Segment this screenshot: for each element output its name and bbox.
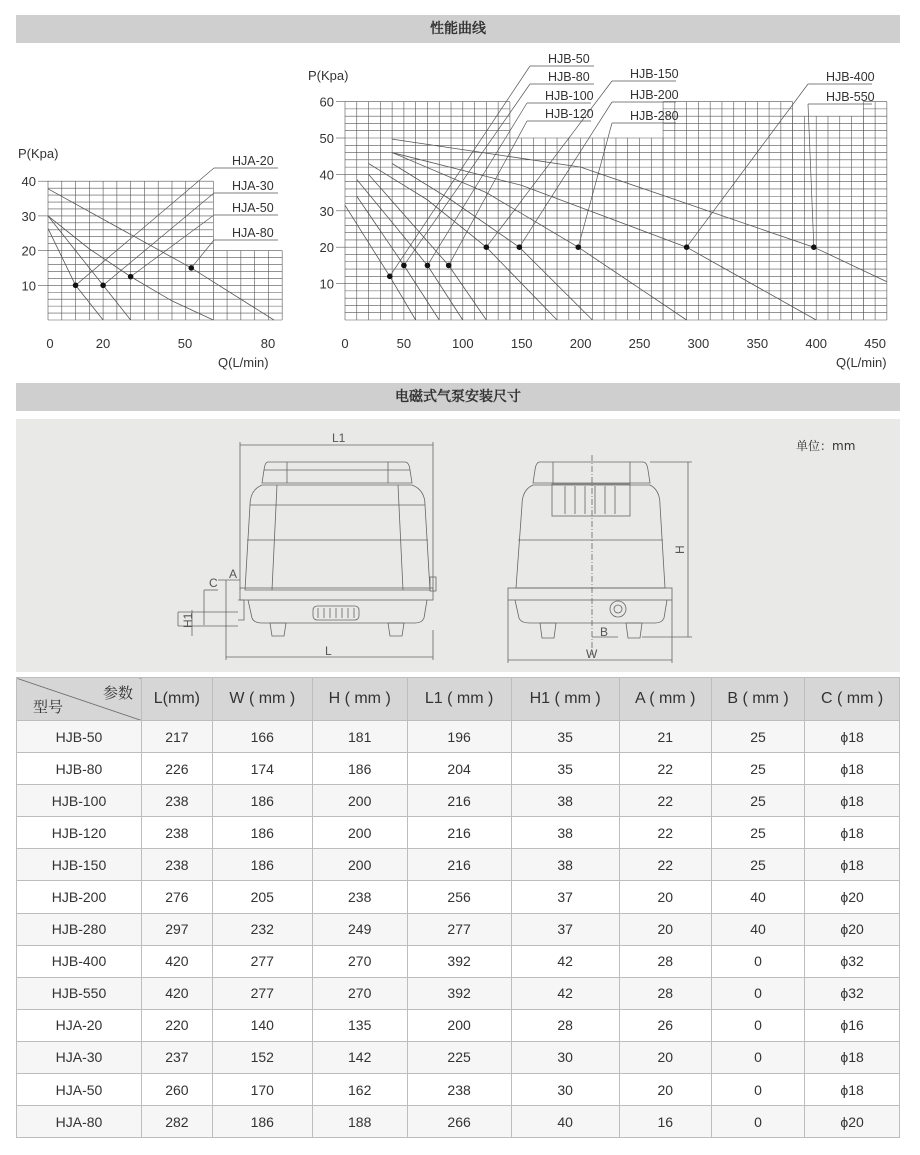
dim-L1: L1	[332, 431, 346, 445]
value-cell: 0	[711, 945, 804, 977]
x-tick-label: 20	[95, 336, 111, 351]
rated-point-hjb-150	[484, 244, 490, 250]
dim-H1: H1	[181, 612, 195, 628]
value-cell: 20	[619, 913, 711, 945]
installation-dimensions-header: 电磁式气泵安装尺寸	[16, 383, 900, 411]
rated-point-hja-20	[73, 283, 79, 289]
value-cell: 28	[619, 977, 711, 1009]
value-cell: 170	[212, 1074, 312, 1106]
value-cell: 0	[711, 1041, 804, 1073]
model-cell: HJB-400	[17, 945, 142, 977]
value-cell: 420	[142, 977, 213, 1009]
model-cell: HJB-100	[17, 785, 142, 817]
value-cell: 266	[407, 1106, 511, 1138]
corner-params-label: 参数	[102, 684, 133, 702]
leader-line	[808, 104, 814, 247]
y-tick-label: 40	[21, 174, 36, 190]
value-cell: 186	[312, 753, 407, 785]
value-cell: ϕ32	[805, 945, 900, 977]
value-cell: 16	[619, 1106, 711, 1138]
value-cell: 249	[312, 913, 407, 945]
dim-C: C	[209, 576, 218, 590]
rated-point-hjb-80	[401, 263, 407, 269]
value-cell: 25	[711, 849, 804, 881]
value-cell: 217	[142, 721, 213, 753]
value-cell: 188	[312, 1106, 407, 1138]
value-cell: 277	[212, 945, 312, 977]
table-row	[17, 913, 900, 945]
value-cell: 226	[142, 753, 213, 785]
value-cell: 297	[142, 913, 213, 945]
value-cell: 25	[711, 785, 804, 817]
dim-W: W	[586, 647, 598, 661]
rated-point-hja-80	[188, 265, 194, 271]
value-cell: ϕ20	[805, 881, 900, 913]
y-tick-label: 40	[319, 167, 334, 183]
value-cell: 25	[711, 753, 804, 785]
value-cell: 40	[711, 913, 804, 945]
value-cell: 20	[619, 1074, 711, 1106]
rated-point-hjb-100	[425, 263, 431, 269]
corner-model-label: 型号	[33, 698, 64, 716]
value-cell: 35	[511, 753, 619, 785]
value-cell: 238	[312, 881, 407, 913]
x-tick-label: 300	[687, 336, 710, 351]
leader-line	[486, 81, 612, 247]
value-cell: 162	[312, 1074, 407, 1106]
table-row	[17, 849, 900, 881]
series-label: HJB-550	[826, 90, 875, 104]
value-cell: 0	[711, 1009, 804, 1041]
table-header-row	[17, 678, 900, 721]
table-row	[17, 1106, 900, 1138]
leader-line	[578, 123, 612, 247]
model-cell: HJB-50	[17, 721, 142, 753]
value-cell: 152	[212, 1041, 312, 1073]
value-cell: 282	[142, 1106, 213, 1138]
x-tick-label: 0	[46, 336, 54, 351]
value-cell: 392	[407, 977, 511, 1009]
series-label: HJB-100	[545, 89, 594, 103]
value-cell: 38	[511, 817, 619, 849]
y-tick-label: 10	[21, 278, 36, 294]
value-cell: 186	[212, 817, 312, 849]
side-view	[178, 442, 436, 660]
value-cell: 166	[212, 721, 312, 753]
value-cell: 35	[511, 721, 619, 753]
value-cell: 140	[212, 1009, 312, 1041]
value-cell: 42	[511, 977, 619, 1009]
value-cell: 21	[619, 721, 711, 753]
value-cell: ϕ18	[805, 721, 900, 753]
value-cell: ϕ18	[805, 753, 900, 785]
value-cell: 238	[142, 817, 213, 849]
x-tick-label: 250	[628, 336, 651, 351]
table-row	[17, 977, 900, 1009]
value-cell: 238	[142, 849, 213, 881]
rated-point-hjb-50	[387, 274, 393, 280]
value-cell: 186	[212, 1106, 312, 1138]
value-cell: 186	[212, 849, 312, 881]
x-tick-label: 150	[510, 336, 533, 351]
y-tick-label: 20	[21, 243, 36, 259]
value-cell: 277	[407, 913, 511, 945]
value-cell: 237	[142, 1041, 213, 1073]
rated-point-hjb-120	[446, 263, 452, 269]
performance-charts	[0, 0, 920, 380]
series-label: HJA-80	[232, 226, 274, 240]
value-cell: 238	[142, 785, 213, 817]
model-cell: HJA-20	[17, 1009, 142, 1041]
value-cell: 392	[407, 945, 511, 977]
value-cell: 142	[312, 1041, 407, 1073]
x-tick-label: 350	[746, 336, 769, 351]
table-row	[17, 753, 900, 785]
corner-header	[17, 678, 142, 721]
model-cell: HJB-120	[17, 817, 142, 849]
value-cell: ϕ18	[805, 849, 900, 881]
value-cell: 420	[142, 945, 213, 977]
value-cell: ϕ18	[805, 785, 900, 817]
value-cell: 22	[619, 753, 711, 785]
unit-label: 单位：mm	[796, 439, 856, 453]
series-label: HJB-80	[548, 70, 590, 84]
x-tick-label: 50	[396, 336, 412, 351]
leader-line	[687, 84, 808, 247]
table-row	[17, 817, 900, 849]
table-row	[17, 945, 900, 977]
rated-point-hjb-400	[684, 244, 690, 250]
x-tick-label: 0	[341, 336, 349, 351]
value-cell: 216	[407, 817, 511, 849]
x-tick-label: 400	[805, 336, 828, 351]
value-cell: 186	[212, 785, 312, 817]
series-label: HJA-30	[232, 179, 274, 193]
dim-L: L	[325, 644, 332, 658]
value-cell: 38	[511, 849, 619, 881]
column-header: W ( mm )	[212, 678, 312, 721]
value-cell: 216	[407, 849, 511, 881]
value-cell: 200	[312, 817, 407, 849]
value-cell: 22	[619, 817, 711, 849]
model-cell: HJA-50	[17, 1074, 142, 1106]
value-cell: 181	[312, 721, 407, 753]
y-tick-label: 60	[319, 94, 334, 110]
value-cell: 216	[407, 785, 511, 817]
value-cell: ϕ18	[805, 1074, 900, 1106]
series-label: HJB-400	[826, 70, 875, 84]
value-cell: 38	[511, 785, 619, 817]
performance-curves-header: 性能曲线	[16, 15, 900, 43]
series-label: HJB-280	[630, 109, 679, 123]
leader-line	[191, 240, 214, 268]
table-row	[17, 881, 900, 913]
x-tick-label: 50	[177, 336, 193, 351]
model-cell: HJB-80	[17, 753, 142, 785]
rated-point-hjb-200	[517, 244, 523, 250]
value-cell: 0	[711, 977, 804, 1009]
value-cell: 40	[511, 1106, 619, 1138]
model-cell: HJB-550	[17, 977, 142, 1009]
value-cell: 200	[407, 1009, 511, 1041]
series-label: HJB-120	[545, 107, 594, 121]
value-cell: 42	[511, 945, 619, 977]
curve-hjb-280	[392, 153, 687, 320]
x-tick-label: 100	[451, 336, 474, 351]
table-row	[17, 1074, 900, 1106]
value-cell: 200	[312, 849, 407, 881]
column-header: L(mm)	[142, 678, 213, 721]
x-axis-label: Q(L/min)	[218, 355, 269, 370]
column-header: B ( mm )	[711, 678, 804, 721]
x-tick-label: 450	[864, 336, 886, 351]
rated-point-hja-30	[100, 283, 106, 289]
series-label: HJA-50	[232, 201, 274, 215]
value-cell: 135	[312, 1009, 407, 1041]
series-label: HJB-150	[630, 67, 679, 81]
value-cell: ϕ32	[805, 977, 900, 1009]
model-cell: HJB-150	[17, 849, 142, 881]
value-cell: 260	[142, 1074, 213, 1106]
dimensions-table	[16, 677, 900, 1138]
value-cell: 40	[711, 881, 804, 913]
model-cell: HJA-30	[17, 1041, 142, 1073]
y-tick-label: 20	[319, 240, 334, 256]
value-cell: 37	[511, 881, 619, 913]
value-cell: ϕ16	[805, 1009, 900, 1041]
value-cell: 25	[711, 721, 804, 753]
dim-A: A	[229, 567, 238, 581]
table-row	[17, 721, 900, 753]
column-header: L1 ( mm )	[407, 678, 511, 721]
y-tick-label: 50	[319, 131, 334, 146]
value-cell: 25	[711, 817, 804, 849]
value-cell: 238	[407, 1074, 511, 1106]
table-row	[17, 1009, 900, 1041]
curve-hjb-80	[357, 196, 439, 320]
series-label: HJB-50	[548, 52, 590, 66]
value-cell: 232	[212, 913, 312, 945]
y-tick-label: 30	[21, 208, 36, 224]
leader-line	[131, 215, 214, 277]
table-row	[17, 785, 900, 817]
value-cell: ϕ18	[805, 817, 900, 849]
value-cell: 276	[142, 881, 213, 913]
value-cell: 196	[407, 721, 511, 753]
column-header: A ( mm )	[619, 678, 711, 721]
value-cell: 270	[312, 977, 407, 1009]
column-header: H ( mm )	[312, 678, 407, 721]
rated-point-hja-50	[128, 274, 134, 280]
value-cell: 205	[212, 881, 312, 913]
value-cell: 220	[142, 1009, 213, 1041]
x-tick-label: 80	[260, 336, 276, 351]
value-cell: 20	[619, 1041, 711, 1073]
dim-B: B	[600, 625, 609, 639]
value-cell: ϕ20	[805, 913, 900, 945]
value-cell: 200	[312, 785, 407, 817]
column-header: C ( mm )	[805, 678, 900, 721]
value-cell: 270	[312, 945, 407, 977]
rated-point-hjb-550	[811, 244, 817, 250]
value-cell: 225	[407, 1041, 511, 1073]
dimension-drawing-panel	[16, 419, 900, 672]
y-axis-label: P(Kpa)	[18, 146, 59, 161]
y-axis-label: P(Kpa)	[308, 68, 349, 83]
model-cell: HJA-80	[17, 1106, 142, 1138]
value-cell: 22	[619, 785, 711, 817]
curve-hjb-200	[392, 163, 592, 320]
value-cell: ϕ20	[805, 1106, 900, 1138]
value-cell: 37	[511, 913, 619, 945]
value-cell: 20	[619, 881, 711, 913]
leader-line	[427, 103, 527, 265]
series-label: HJB-200	[630, 88, 679, 102]
value-cell: 0	[711, 1074, 804, 1106]
column-header: H1 ( mm )	[511, 678, 619, 721]
x-tick-label: 200	[569, 336, 592, 351]
value-cell: 28	[619, 945, 711, 977]
series-label: HJA-20	[232, 154, 274, 168]
model-cell: HJB-280	[17, 913, 142, 945]
value-cell: 256	[407, 881, 511, 913]
table-row	[17, 1041, 900, 1073]
value-cell: 277	[212, 977, 312, 1009]
value-cell: 0	[711, 1106, 804, 1138]
y-tick-label: 30	[319, 203, 334, 219]
value-cell: 28	[511, 1009, 619, 1041]
x-axis-label: Q(L/min)	[836, 355, 887, 370]
value-cell: 204	[407, 753, 511, 785]
value-cell: 174	[212, 753, 312, 785]
value-cell: 30	[511, 1041, 619, 1073]
model-cell: HJB-200	[17, 881, 142, 913]
y-tick-label: 10	[319, 276, 334, 292]
value-cell: ϕ18	[805, 1041, 900, 1073]
dim-H: H	[673, 545, 687, 554]
value-cell: 30	[511, 1074, 619, 1106]
rated-point-hjb-280	[575, 244, 581, 250]
value-cell: 26	[619, 1009, 711, 1041]
value-cell: 22	[619, 849, 711, 881]
pump-drawing	[16, 419, 900, 672]
